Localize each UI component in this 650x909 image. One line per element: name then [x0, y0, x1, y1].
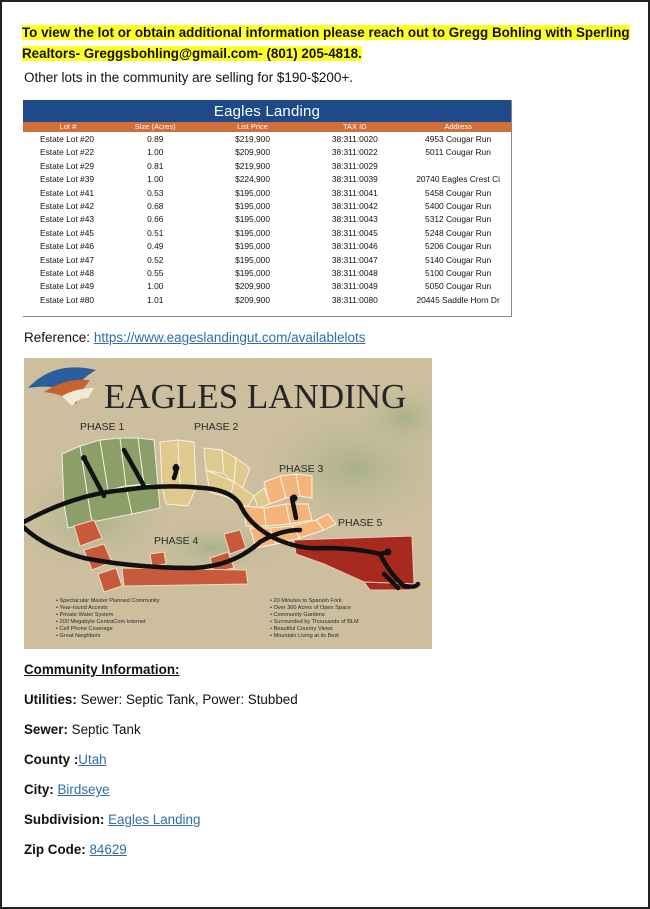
- cell-size: 0.68: [147, 200, 164, 211]
- table-row: [23, 160, 511, 173]
- cell-lot: Estate Lot #22: [40, 147, 95, 158]
- utilities-value: Sewer: Septic Tank, Power: Stubbed: [80, 692, 298, 707]
- feature-left-5: • Cell Phone Coverage: [56, 626, 113, 632]
- cell-size: 0.89: [147, 134, 164, 144]
- cell-tax-id: 38:311:0047: [331, 254, 378, 265]
- eagles-landing-map: [24, 358, 432, 649]
- cell-tax-id: 38:311:0041: [331, 187, 378, 198]
- cell-lot: Estate Lot #48: [40, 267, 95, 278]
- cell-size: 1.00: [147, 174, 164, 185]
- cell-address: 4953 Cougar Run: [425, 134, 492, 144]
- feature-right-3: • Community Gardens: [270, 612, 325, 618]
- cell-price: $224,900: [235, 174, 270, 185]
- reference-line: [24, 330, 365, 345]
- contact-notice: [22, 22, 646, 64]
- cell-lot: Estate Lot #49: [40, 281, 95, 292]
- cell-size: 0.51: [147, 227, 164, 238]
- table-row: [23, 254, 511, 267]
- cell-lot: Estate Lot #45: [40, 227, 95, 238]
- feature-left-2: • Year-round Accests: [56, 605, 108, 611]
- zip-label: Zip Code:: [24, 842, 86, 857]
- cell-price: $195,000: [235, 267, 270, 278]
- cell-price: $209,900: [235, 281, 270, 292]
- city-line: [24, 782, 110, 797]
- cell-size: 1.01: [147, 294, 164, 305]
- table-row: [23, 146, 511, 159]
- feature-left-6: • Great Neighbors: [56, 633, 101, 639]
- subdivision-line: [24, 812, 200, 827]
- cell-tax-id: 38:311:0039: [331, 174, 378, 185]
- cell-tax-id: 38:311:0022: [331, 147, 378, 158]
- table-row: [23, 200, 511, 213]
- cell-address: 5206 Cougar Run: [425, 241, 492, 252]
- feature-right-5: • Beautiful Country Views: [270, 626, 333, 632]
- county-link[interactable]: Utah: [78, 752, 107, 767]
- subdivision-label: Subdivision:: [24, 812, 105, 827]
- sewer-value: Septic Tank: [71, 722, 141, 737]
- cell-price: $195,000: [235, 200, 270, 211]
- contact-notice-text: To view the lot or obtain additional information please reach out to Gregg Bohling with Sperling Realtors- Greggsbohling@gmail.com- (801) 205-4818.: [22, 25, 630, 61]
- cell-price: $195,000: [235, 227, 270, 238]
- cell-price: $195,000: [235, 187, 270, 198]
- sewer-line: [24, 722, 141, 737]
- lot-table-header: [23, 122, 511, 132]
- table-row: [23, 227, 511, 240]
- cell-price: $195,000: [235, 254, 270, 265]
- table-row: [23, 133, 511, 146]
- feature-right-1: • 20 Minutes to Spanish Fork: [270, 598, 342, 604]
- cell-price: $219,900: [235, 160, 270, 171]
- cell-tax-id: 38:311:0029: [331, 160, 378, 171]
- city-link[interactable]: Birdseye: [57, 782, 110, 797]
- zip-link[interactable]: 84629: [89, 842, 127, 857]
- cell-size: 1.00: [147, 147, 164, 158]
- cell-price: $219,900: [235, 134, 270, 144]
- cell-address: 5100 Cougar Run: [425, 267, 492, 278]
- cell-tax-id: 38:311:0049: [331, 281, 378, 292]
- phase-3-label: PHASE 3: [279, 463, 324, 475]
- cell-lot: Estate Lot #42: [40, 200, 95, 211]
- cell-lot: Estate Lot #43: [40, 214, 95, 225]
- zip-line: [24, 842, 127, 857]
- utilities-label: Utilities:: [24, 692, 77, 707]
- city-label: City:: [24, 782, 54, 797]
- header-lot: Lot #: [59, 122, 77, 131]
- phase-5-label: PHASE 5: [338, 517, 383, 529]
- cell-size: 0.49: [147, 241, 164, 252]
- subdivision-link[interactable]: Eagles Landing: [108, 812, 201, 827]
- sewer-label: Sewer:: [24, 722, 68, 737]
- county-label: County :: [24, 752, 79, 767]
- feature-right-4: • Surrounded by Thousands of BLM: [270, 619, 359, 625]
- feature-left-1: • Spectacular Master Planned Community: [56, 598, 160, 604]
- header-address: Address: [444, 122, 472, 131]
- cell-address: 5248 Cougar Run: [425, 227, 492, 238]
- table-row: [23, 213, 511, 226]
- cell-lot: Estate Lot #29: [40, 160, 95, 171]
- cell-size: 1.00: [147, 281, 164, 292]
- cell-lot: Estate Lot #47: [40, 254, 95, 265]
- cell-lot: Estate Lot #39: [40, 174, 95, 185]
- cell-tax-id: 38:311:0043: [331, 214, 378, 225]
- cell-tax-id: 38:311:0045: [331, 227, 378, 238]
- cell-address: 20740 Eagles Crest Ci: [416, 174, 500, 185]
- header-size: Size (Acres): [134, 122, 176, 131]
- cell-address: 5140 Cougar Run: [425, 254, 492, 265]
- reference-label: Reference:: [24, 330, 91, 345]
- map-title: EAGLES LANDING: [104, 377, 407, 416]
- table-row: [23, 294, 511, 307]
- cell-address: 5312 Cougar Run: [425, 214, 492, 225]
- cell-tax-id: 38:311:0042: [331, 200, 378, 211]
- table-row: [23, 267, 511, 280]
- cell-tax-id: 38:311:0048: [331, 267, 378, 278]
- cell-price: $209,900: [235, 147, 270, 158]
- cell-lot: Estate Lot #41: [40, 187, 95, 198]
- cell-size: 0.81: [147, 160, 164, 171]
- table-row: [23, 240, 511, 253]
- cell-price: $195,000: [235, 214, 270, 225]
- cell-address: 5458 Cougar Run: [425, 187, 492, 198]
- cell-size: 0.55: [147, 267, 164, 278]
- reference-link[interactable]: https://www.eageslandingut.com/availablelots: [93, 330, 366, 345]
- cell-price: $209,900: [235, 294, 270, 305]
- phase-4-label: PHASE 4: [154, 535, 199, 547]
- cell-address: 5050 Cougar Run: [425, 281, 492, 292]
- cell-size: 0.52: [147, 254, 164, 265]
- utilities-line: [24, 692, 298, 707]
- phase-1-label: PHASE 1: [80, 421, 125, 433]
- cell-lot: Estate Lot #46: [40, 241, 95, 252]
- cell-size: 0.53: [147, 187, 164, 198]
- feature-right-2: • Over 300 Acres of Open Space: [270, 605, 351, 611]
- cell-size: 0.66: [147, 214, 164, 225]
- table-row: [23, 173, 511, 186]
- cell-lot: Estate Lot #80: [40, 294, 95, 305]
- cell-address: 5400 Cougar Run: [425, 200, 492, 211]
- lot-table-body: [23, 132, 511, 307]
- cell-address: 5011 Cougar Run: [425, 147, 491, 158]
- feature-left-3: • Private Water System: [56, 612, 114, 618]
- county-line: [24, 752, 107, 767]
- other-lots-text: Other lots in the community are selling for $190-$200+.: [24, 70, 354, 85]
- cell-lot: Estate Lot #20: [40, 134, 95, 144]
- feature-left-4: • 200 Megabyte CentraCom Internet: [56, 619, 146, 625]
- map-graphic: [24, 358, 432, 649]
- cell-tax-id: 38:311:0020: [331, 134, 378, 144]
- lot-table-title: Eagles Landing: [23, 100, 511, 122]
- feature-right-6: • Mountain Living at its Best: [270, 633, 339, 639]
- lot-table: [23, 100, 512, 317]
- header-tax-id: TAX ID: [343, 122, 367, 131]
- phase-2-label: PHASE 2: [194, 421, 239, 433]
- cell-tax-id: 38:311:0080: [331, 294, 378, 305]
- community-info-title: Community Information:: [24, 662, 180, 677]
- table-row: [23, 280, 511, 293]
- table-row: [23, 187, 511, 200]
- header-price: List Price: [237, 122, 268, 131]
- cell-address: [402, 160, 511, 173]
- cell-tax-id: 38:311:0046: [331, 241, 378, 252]
- cell-address: 20445 Saddle Horn Dr: [416, 294, 500, 305]
- cell-price: $195,000: [235, 241, 270, 252]
